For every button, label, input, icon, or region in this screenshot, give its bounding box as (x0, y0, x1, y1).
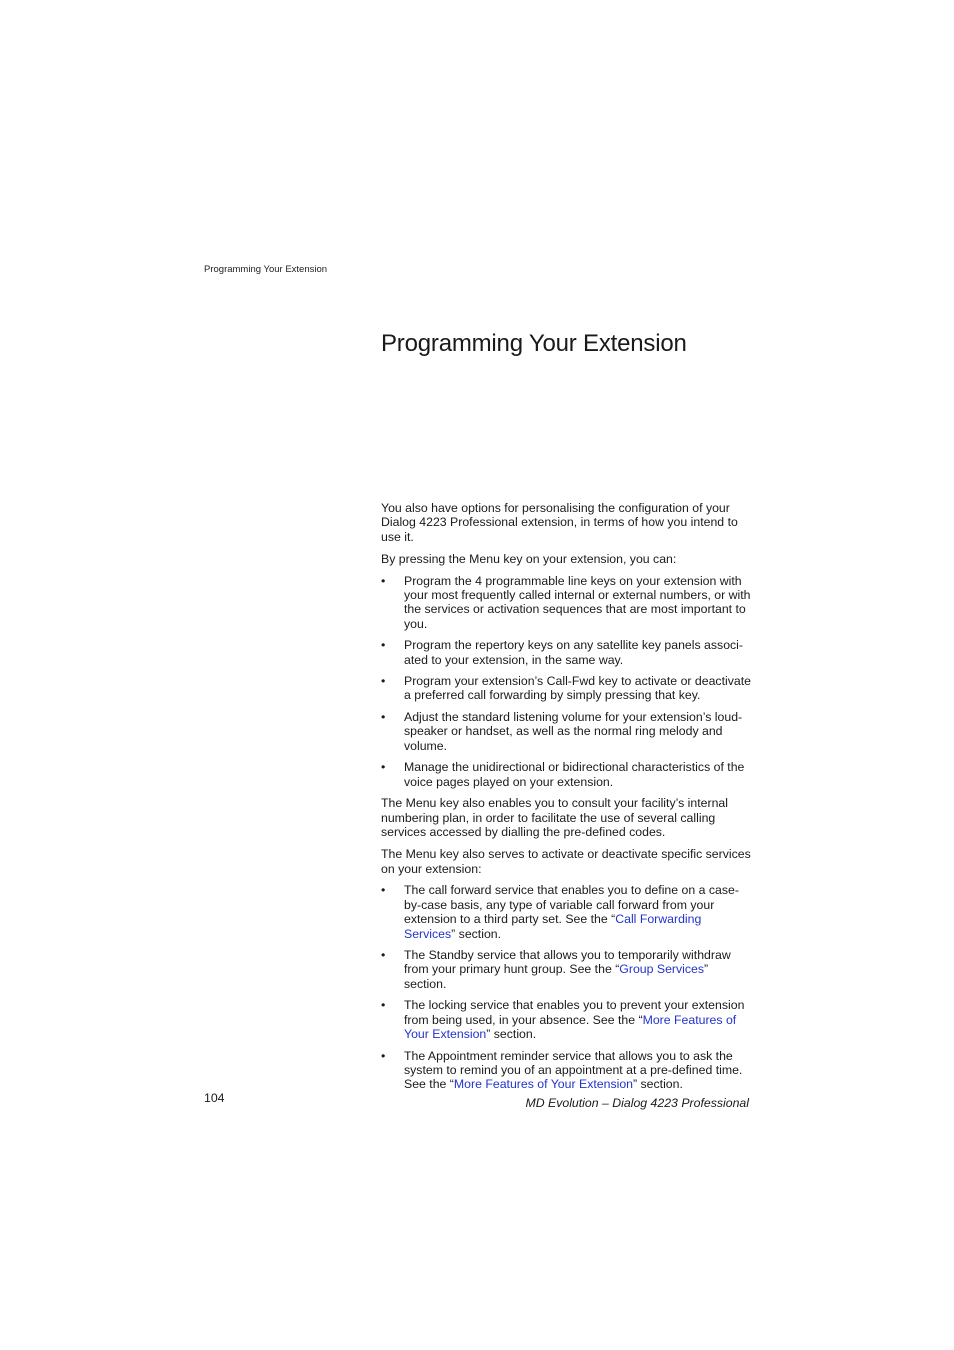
bullet: • (381, 638, 386, 653)
list-item (381, 674, 753, 703)
list-item: • The Standby service that allows you to temporarily withdraw from your primary hunt group. See the “Group Services” section. (381, 948, 731, 991)
body-content (381, 501, 753, 1099)
bullet: • (381, 709, 386, 724)
bullet: • (381, 760, 386, 775)
list-item-text: Manage the unidirectional or bidirectional characteristics of the voice pages played on your extension. (404, 760, 745, 789)
bullet: • (381, 674, 386, 689)
menu-key-options-list (381, 574, 753, 789)
list-item-text: Program your extension’s Call-Fwd key to activate or deactivate a preferred call forwarding by simply pressing that key. (404, 674, 751, 703)
services-list (381, 883, 753, 1091)
bullet: • (381, 948, 386, 963)
list-item (381, 574, 753, 632)
menu-key-intro: By pressing the Menu key on your extension, you can: (381, 551, 677, 566)
bullet: • (381, 998, 386, 1013)
page-title: Programming Your Extension (381, 330, 687, 357)
list-item: • The locking service that enables you to prevent your extension from being used, in your absence. See the “More Features of Your Extension” section. (381, 998, 745, 1042)
list-item: • The call forward service that enables you to define on a case-by-case basis, any type of variable call forward from your extension to a third party set. See the “Call Forwarding Services” section. (381, 883, 739, 941)
list-item: • The Appointment reminder service that allows you to ask the system to remind you of an appointment at a pre-defined time. See the “More Features of Your Extension” section. (381, 1048, 743, 1092)
list-item (381, 638, 753, 667)
running-header: Programming Your Extension (204, 264, 328, 275)
list-item (381, 710, 753, 753)
list-item-text: Program the repertory keys on any satellite key panels associ-ated to your extension, in the same way. (404, 638, 744, 667)
footer-document-title: MD Evolution – Dialog 4223 Professional (525, 1096, 749, 1110)
numbering-plan-paragraph: The Menu key also enables you to consult your facility’s internal numbering plan, in order to facilitate the use of several calling services accessed by dialling the pre-defined codes. (381, 796, 729, 840)
link-call-forwarding-services[interactable]: Call Forwarding Services (404, 912, 702, 941)
link-more-features[interactable]: More Features of Your Extension (453, 1077, 633, 1092)
link-group-services[interactable]: Group Services (619, 962, 705, 977)
bullet: • (381, 573, 386, 588)
bullet: • (381, 1048, 386, 1063)
page-number: 104 (204, 1091, 225, 1105)
list-item-text: Program the 4 programmable line keys on your extension with your most frequently called internal or external numbers, or with the services or activation sequences that are most important to you. (404, 573, 751, 631)
services-intro: The Menu key also serves to activate or deactivate specific services on your extension: (381, 847, 751, 876)
intro-paragraph: You also have options for personalising the configuration of your Dialog 4223 Professional extension, in terms of how you intend to use it. (381, 501, 738, 544)
bullet: • (381, 883, 386, 898)
link-more-features[interactable]: More Features of Your Extension (404, 1012, 737, 1042)
list-item (381, 760, 753, 789)
list-item-text: Adjust the standard listening volume for your extension’s loud-speaker or handset, as well as the normal ring melody and volume. (404, 709, 743, 753)
